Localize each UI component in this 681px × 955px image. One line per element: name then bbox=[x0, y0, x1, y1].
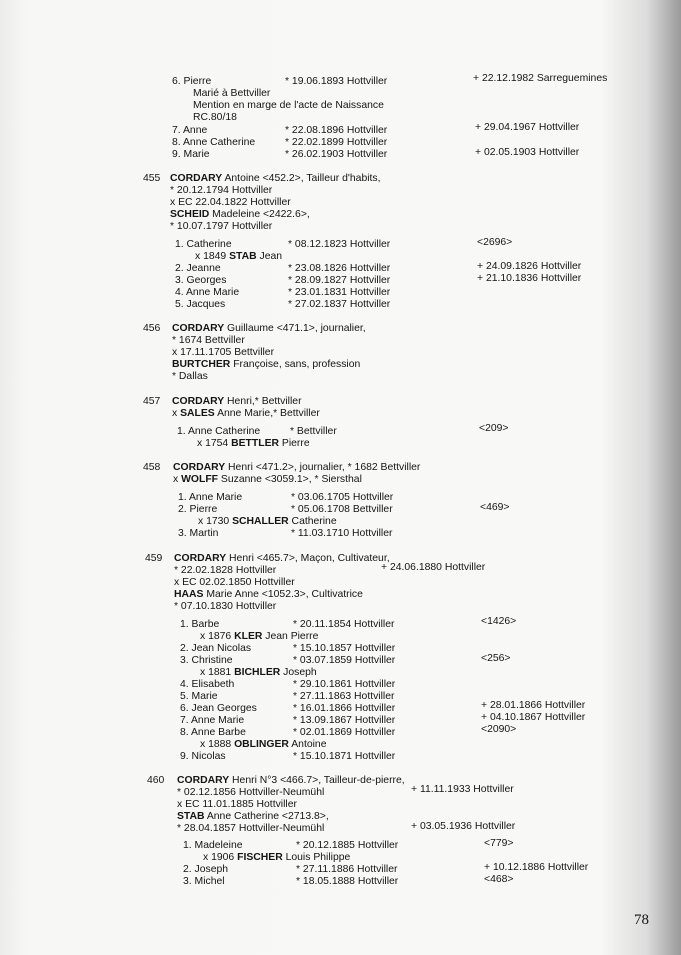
text-line bbox=[285, 125, 387, 137]
text-fragment: Anne Catherine <2713.8>, bbox=[204, 811, 329, 822]
text-fragment: <468> bbox=[484, 874, 514, 885]
text-fragment: * 20.11.1854 Hottviller bbox=[293, 619, 395, 630]
text-line bbox=[473, 73, 607, 85]
text-fragment: x EC 22.04.1822 Hottviller bbox=[170, 197, 291, 208]
text-fragment: 458 bbox=[143, 462, 161, 473]
text-fragment: + 28.01.1866 Hottviller bbox=[481, 700, 586, 711]
text-line bbox=[293, 727, 395, 739]
surname: BICHLER bbox=[234, 667, 281, 678]
text-line bbox=[475, 122, 579, 134]
text-fragment: x 1906 bbox=[203, 852, 238, 863]
text-line bbox=[172, 149, 210, 161]
text-line bbox=[170, 221, 272, 233]
text-line bbox=[200, 631, 318, 643]
text-line bbox=[477, 237, 512, 249]
text-fragment: 5. Marie bbox=[180, 691, 218, 702]
text-line bbox=[198, 516, 337, 528]
text-line bbox=[293, 751, 395, 763]
text-fragment: Catherine bbox=[288, 516, 337, 527]
text-fragment: 1. Anne Catherine bbox=[177, 426, 261, 437]
text-fragment: * 05.06.1708 Bettviller bbox=[291, 504, 393, 515]
text-fragment: <2696> bbox=[477, 237, 513, 248]
text-line bbox=[177, 811, 329, 823]
text-line bbox=[170, 209, 310, 221]
text-line bbox=[172, 323, 366, 335]
surname: WOLFF bbox=[181, 474, 219, 485]
text-line bbox=[177, 775, 405, 787]
text-fragment: Madeleine <2422.6>, bbox=[209, 209, 310, 220]
text-fragment: * 1674 Bettviller bbox=[172, 335, 245, 346]
text-fragment: x 1881 bbox=[200, 667, 235, 678]
text-fragment: Henri <465.7>, Maçon, Cultivateur, bbox=[226, 553, 390, 564]
text-line bbox=[180, 727, 246, 739]
text-fragment: + 04.10.1867 Hottviller bbox=[481, 712, 586, 723]
text-line bbox=[293, 703, 395, 715]
text-fragment: * 08.12.1823 Hottviller bbox=[288, 239, 391, 250]
text-line bbox=[183, 876, 225, 888]
text-fragment: * 22.02.1828 Hottviller bbox=[174, 565, 277, 576]
surname: HAAS bbox=[174, 589, 204, 600]
text-fragment: 456 bbox=[143, 323, 161, 334]
text-fragment: 1. Anne Marie bbox=[178, 492, 243, 503]
text-fragment: x EC 02.02.1850 Hottviller bbox=[174, 577, 295, 588]
text-fragment: * 20.12.1794 Hottviller bbox=[170, 185, 273, 196]
text-line bbox=[180, 643, 251, 655]
text-line bbox=[175, 239, 232, 251]
text-fragment: + 10.12.1886 Hottviller bbox=[484, 862, 589, 873]
text-fragment: + 21.10.1836 Hottviller bbox=[477, 273, 582, 284]
text-line bbox=[143, 462, 160, 474]
text-fragment: * 28.09.1827 Hottviller bbox=[288, 275, 391, 286]
text-line bbox=[172, 408, 320, 420]
text-line bbox=[177, 799, 297, 811]
text-fragment: Henri,* Bettviller bbox=[224, 396, 302, 407]
text-line bbox=[173, 474, 362, 486]
text-line bbox=[484, 838, 513, 850]
text-fragment: + 22.12.1982 Sarreguemines bbox=[473, 73, 608, 84]
text-line bbox=[484, 862, 588, 874]
text-fragment: Guillaume <471.1>, journalier, bbox=[224, 323, 366, 334]
surname: SALES bbox=[180, 408, 215, 419]
text-fragment: * 02.12.1856 Hottviller-Neumühl bbox=[177, 787, 325, 798]
text-fragment: Henri <471.2>, journalier, * 1682 Bettviller bbox=[225, 462, 421, 473]
text-line bbox=[477, 261, 581, 273]
text-line bbox=[174, 553, 390, 565]
text-line bbox=[296, 840, 398, 852]
text-fragment: * 23.01.1831 Hottviller bbox=[288, 287, 391, 298]
text-line bbox=[290, 426, 337, 438]
text-line bbox=[170, 185, 272, 197]
text-line bbox=[178, 504, 217, 516]
text-line bbox=[293, 655, 395, 667]
text-fragment: 7. Anne bbox=[172, 125, 208, 136]
text-line bbox=[143, 323, 160, 335]
text-line bbox=[174, 577, 295, 589]
text-fragment: 459 bbox=[145, 553, 163, 564]
text-fragment: * Bettviller bbox=[290, 426, 337, 437]
surname: CORDARY bbox=[172, 396, 225, 407]
text-fragment: * 27.11.1886 Hottviller bbox=[296, 864, 398, 875]
text-fragment: x EC 11.01.1885 Hottviller bbox=[177, 799, 297, 810]
text-fragment: Suzanne <3059.1>, * Siersthal bbox=[218, 474, 362, 485]
text-line bbox=[174, 565, 276, 577]
text-line bbox=[195, 251, 282, 263]
text-line bbox=[285, 76, 387, 88]
text-line bbox=[172, 359, 360, 371]
text-fragment: <779> bbox=[484, 838, 514, 849]
text-fragment: x 17.11.1705 Bettviller bbox=[172, 347, 275, 358]
text-fragment: 3. Michel bbox=[183, 876, 225, 887]
surname: KLER bbox=[234, 631, 263, 642]
text-line bbox=[411, 821, 515, 833]
text-fragment: Françoise, sans, profession bbox=[230, 359, 361, 370]
text-line bbox=[180, 703, 257, 715]
text-fragment: + 02.05.1903 Hottviller bbox=[475, 147, 580, 158]
text-fragment: 2. Joseph bbox=[183, 864, 229, 875]
text-fragment: 8. Anne Catherine bbox=[172, 137, 256, 148]
text-line bbox=[147, 775, 164, 787]
text-line bbox=[293, 679, 395, 691]
text-fragment: * 16.01.1866 Hottviller bbox=[293, 703, 396, 714]
text-fragment: Henri N°3 <466.7>, Tailleur-de-pierre, bbox=[229, 775, 405, 786]
text-line bbox=[293, 619, 394, 631]
text-fragment: 7. Anne Marie bbox=[180, 715, 245, 726]
text-fragment: Jean bbox=[256, 251, 283, 262]
text-fragment: Mention en marge de l'acte de Naissance bbox=[193, 100, 384, 111]
text-line bbox=[288, 263, 390, 275]
text-line bbox=[481, 712, 585, 724]
surname: CORDARY bbox=[170, 173, 223, 184]
text-fragment: * 03.06.1705 Hottviller bbox=[291, 492, 394, 503]
text-line bbox=[479, 423, 508, 435]
text-fragment: * 29.10.1861 Hottviller bbox=[293, 679, 396, 690]
text-fragment: x 1888 bbox=[200, 739, 235, 750]
text-line bbox=[178, 492, 242, 504]
text-fragment: 1. Barbe bbox=[180, 619, 220, 630]
text-line bbox=[200, 667, 317, 679]
text-line bbox=[477, 273, 581, 285]
surname: STAB bbox=[177, 811, 205, 822]
text-line bbox=[481, 616, 516, 628]
text-fragment: * 23.08.1826 Hottviller bbox=[288, 263, 391, 274]
text-fragment: + 24.09.1826 Hottviller bbox=[477, 261, 582, 272]
text-fragment: 3. Georges bbox=[175, 275, 227, 286]
text-fragment: x 1876 bbox=[200, 631, 235, 642]
text-fragment: RC.80/18 bbox=[193, 112, 237, 123]
text-line bbox=[296, 864, 397, 876]
text-line bbox=[203, 852, 350, 864]
text-fragment: 5. Jacques bbox=[175, 299, 226, 310]
text-line bbox=[172, 371, 208, 383]
text-line bbox=[183, 840, 243, 852]
text-fragment: * 15.10.1871 Hottviller bbox=[293, 751, 396, 762]
text-fragment: * 11.03.1710 Hottviller bbox=[291, 528, 393, 539]
text-fragment: 4. Elisabeth bbox=[180, 679, 235, 690]
surname: CORDARY bbox=[174, 553, 227, 564]
text-fragment: Joseph bbox=[280, 667, 317, 678]
text-fragment: * 19.06.1893 Hottviller bbox=[285, 76, 388, 87]
text-fragment: x bbox=[172, 408, 181, 419]
surname: CORDARY bbox=[177, 775, 230, 786]
text-line bbox=[145, 553, 162, 565]
surname: SCHALLER bbox=[232, 516, 289, 527]
surname: CORDARY bbox=[172, 323, 225, 334]
text-line bbox=[285, 137, 387, 149]
text-line bbox=[180, 691, 218, 703]
text-line bbox=[143, 396, 160, 408]
text-fragment: * 20.12.1885 Hottviller bbox=[296, 840, 399, 851]
text-fragment: * 10.07.1797 Hottviller bbox=[170, 221, 273, 232]
surname: FISCHER bbox=[237, 852, 283, 863]
text-fragment: Pierre bbox=[279, 438, 310, 449]
text-line bbox=[175, 287, 239, 299]
text-line bbox=[288, 287, 390, 299]
text-fragment: * 22.02.1899 Hottviller bbox=[285, 137, 388, 148]
text-fragment: * 27.11.1863 Hottviller bbox=[293, 691, 395, 702]
text-fragment: * 03.07.1859 Hottviller bbox=[293, 655, 396, 666]
text-line bbox=[481, 700, 585, 712]
text-line bbox=[174, 601, 276, 613]
surname: BETTLER bbox=[231, 438, 280, 449]
text-fragment: Antoine <452.2>, Tailleur d'habits, bbox=[222, 173, 381, 184]
surname: CORDARY bbox=[173, 462, 226, 473]
text-line bbox=[381, 562, 485, 574]
text-line bbox=[193, 100, 384, 112]
text-line bbox=[170, 173, 381, 185]
text-fragment: * Dallas bbox=[172, 371, 208, 382]
text-line bbox=[193, 88, 270, 100]
text-line bbox=[291, 504, 393, 516]
text-fragment: 457 bbox=[143, 396, 161, 407]
text-fragment: 1. Catherine bbox=[175, 239, 232, 250]
text-fragment: Marie Anne <1052.3>, Cultivatrice bbox=[203, 589, 363, 600]
text-line bbox=[175, 263, 221, 275]
text-fragment: + 03.05.1936 Hottviller bbox=[411, 821, 516, 832]
text-line bbox=[475, 147, 579, 159]
page-number: 78 bbox=[634, 912, 649, 928]
text-line bbox=[172, 335, 245, 347]
text-fragment: <2090> bbox=[481, 724, 517, 735]
text-fragment: 6. Pierre bbox=[172, 76, 212, 87]
text-line bbox=[480, 502, 509, 514]
text-fragment: * 18.05.1888 Hottviller bbox=[296, 876, 399, 887]
text-fragment: x 1849 bbox=[195, 251, 230, 262]
text-line bbox=[174, 589, 363, 601]
text-fragment: * 15.10.1857 Hottviller bbox=[293, 643, 396, 654]
text-line bbox=[172, 137, 255, 149]
text-line bbox=[177, 823, 324, 835]
text-line bbox=[173, 462, 420, 474]
text-line bbox=[172, 125, 207, 137]
text-line bbox=[291, 492, 393, 504]
text-fragment: Antoine bbox=[288, 739, 327, 750]
surname: STAB bbox=[229, 251, 257, 262]
text-line bbox=[197, 438, 310, 450]
text-line bbox=[143, 173, 160, 185]
text-line bbox=[293, 691, 394, 703]
surname: BURTCHER bbox=[172, 359, 231, 370]
text-fragment: 1. Madeleine bbox=[183, 840, 243, 851]
text-fragment: 6. Jean Georges bbox=[180, 703, 257, 714]
text-line bbox=[288, 299, 390, 311]
text-line bbox=[484, 874, 513, 886]
text-line bbox=[177, 787, 324, 799]
text-line bbox=[481, 724, 516, 736]
text-line bbox=[180, 715, 244, 727]
text-fragment: * 13.09.1867 Hottviller bbox=[293, 715, 396, 726]
text-line bbox=[293, 643, 395, 655]
text-line bbox=[170, 197, 291, 209]
text-line bbox=[193, 112, 237, 124]
text-fragment: <469> bbox=[480, 502, 510, 513]
text-line bbox=[481, 653, 510, 665]
text-line bbox=[288, 275, 390, 287]
text-fragment: * 27.02.1837 Hottviller bbox=[288, 299, 391, 310]
text-fragment: 3. Christine bbox=[180, 655, 233, 666]
text-line bbox=[172, 396, 302, 408]
text-line bbox=[180, 619, 219, 631]
text-line bbox=[183, 864, 228, 876]
surname: SCHEID bbox=[170, 209, 210, 220]
text-fragment: 3. Martin bbox=[178, 528, 219, 539]
text-fragment: 9. Nicolas bbox=[180, 751, 226, 762]
text-line bbox=[177, 426, 260, 438]
text-line bbox=[293, 715, 395, 727]
text-line bbox=[180, 655, 233, 667]
text-fragment: 8. Anne Barbe bbox=[180, 727, 246, 738]
text-fragment: x 1754 bbox=[197, 438, 232, 449]
text-fragment: Louis Philippe bbox=[282, 852, 351, 863]
text-fragment: 460 bbox=[147, 775, 165, 786]
text-line bbox=[172, 76, 211, 88]
text-line bbox=[200, 739, 327, 751]
text-fragment: 2. Jean Nicolas bbox=[180, 643, 252, 654]
text-fragment: * 28.04.1857 Hottviller-Neumühl bbox=[177, 823, 325, 834]
text-line bbox=[175, 275, 226, 287]
text-fragment: + 29.04.1967 Hottviller bbox=[475, 122, 580, 133]
text-line bbox=[175, 299, 225, 311]
text-fragment: + 11.11.1933 Hottviller bbox=[411, 784, 514, 795]
text-line bbox=[178, 528, 218, 540]
text-line bbox=[288, 239, 390, 251]
text-line bbox=[180, 679, 234, 691]
text-fragment: <256> bbox=[481, 653, 511, 664]
text-line bbox=[180, 751, 226, 763]
text-fragment: * 02.01.1869 Hottviller bbox=[293, 727, 396, 738]
text-fragment: * 26.02.1903 Hottviller bbox=[285, 149, 388, 160]
text-line bbox=[296, 876, 398, 888]
text-fragment: * 22.08.1896 Hottviller bbox=[285, 125, 388, 136]
text-line bbox=[411, 784, 514, 796]
text-fragment: 455 bbox=[143, 173, 161, 184]
text-fragment: + 24.06.1880 Hottviller bbox=[381, 562, 486, 573]
text-fragment: <209> bbox=[479, 423, 509, 434]
text-fragment: 9. Marie bbox=[172, 149, 210, 160]
text-fragment: Anne Marie,* Bettviller bbox=[214, 408, 320, 419]
text-line bbox=[285, 149, 387, 161]
text-line bbox=[291, 528, 392, 540]
text-fragment: 2. Pierre bbox=[178, 504, 218, 515]
text-fragment: 2. Jeanne bbox=[175, 263, 221, 274]
text-fragment: x 1730 bbox=[198, 516, 233, 527]
text-line bbox=[172, 347, 274, 359]
text-fragment: Marié à Bettviller bbox=[193, 88, 271, 99]
text-fragment: <1426> bbox=[481, 616, 517, 627]
text-fragment: Jean Pierre bbox=[262, 631, 319, 642]
text-fragment: x bbox=[173, 474, 182, 485]
text-fragment: * 07.10.1830 Hottviller bbox=[174, 601, 277, 612]
surname: OBLINGER bbox=[234, 739, 289, 750]
text-fragment: 4. Anne Marie bbox=[175, 287, 240, 298]
